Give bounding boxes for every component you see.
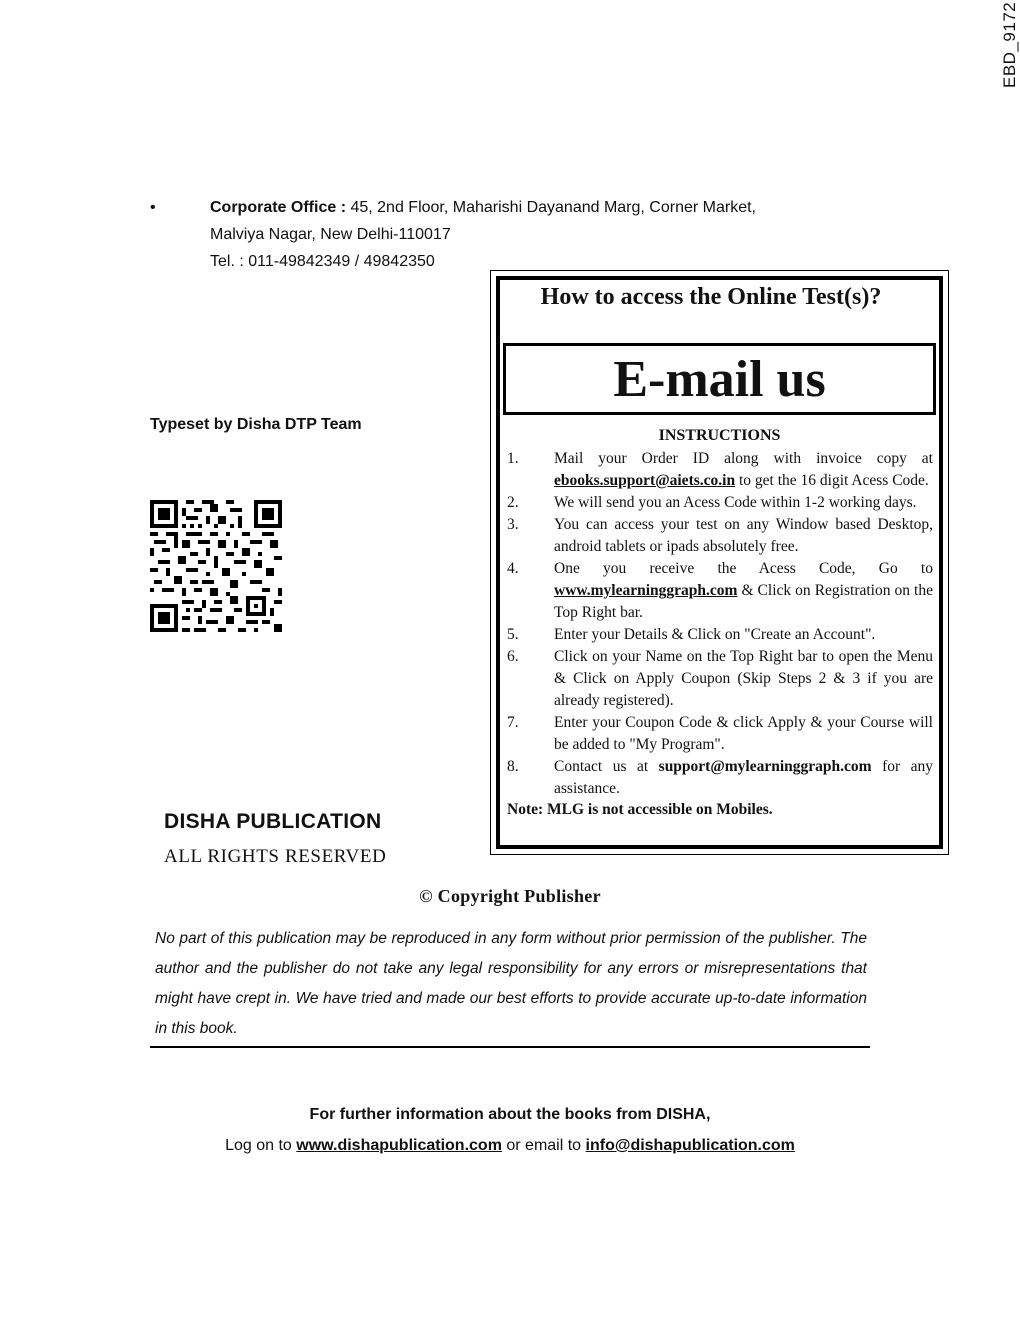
- address-text-1: 45, 2nd Floor, Maharishi Dayanand Marg, Corner Market,: [350, 199, 756, 216]
- info-email-link[interactable]: info@dishapublication.com: [585, 1137, 795, 1154]
- mobile-note: Note: MLG is not accessible on Mobiles.: [507, 801, 773, 818]
- publisher-name: DISHA PUBLICATION: [164, 810, 382, 833]
- instructions-list: [507, 448, 933, 800]
- instruction-step: [507, 624, 933, 646]
- disclaimer-paragraph: No part of this publication may be reproduced in any form without prior permission of the publisher. The author and the publisher do not take any legal responsibility for any errors or misrepresentations that might have crept in. We have tried and made our best efforts to provide accurate up-to-date information in this book.: [155, 930, 867, 1037]
- step-number: 2.: [507, 494, 519, 511]
- qr-code-image: [150, 500, 282, 632]
- step-number: 5.: [507, 626, 519, 643]
- step-text: to get the 16 digit Acess Code.: [735, 472, 929, 489]
- step-number: 7.: [507, 714, 519, 731]
- telephone: Tel. : 011-49842349 / 49842350: [210, 253, 435, 270]
- instructions-heading: INSTRUCTIONS: [658, 427, 781, 444]
- step-text: for any assistance.: [554, 758, 934, 797]
- step-text: & Click on Registration on the Top Right bar.: [554, 582, 933, 621]
- step-text: You can access your test on any Window based Desktop, android tablets or ipads absolutely free.: [554, 516, 933, 555]
- rights-reserved: ALL RIGHTS RESERVED: [164, 846, 387, 867]
- instruction-step: [507, 448, 933, 492]
- logon-prefix: Log on to: [225, 1137, 297, 1154]
- instruction-step: [507, 756, 933, 800]
- instruction-step: [507, 514, 933, 558]
- further-info: For further information about the books from DISHA,: [309, 1106, 711, 1123]
- divider-line: [150, 1046, 870, 1048]
- address-line-1: [210, 194, 850, 221]
- logon-line: [150, 1137, 870, 1155]
- corporate-office-label: Corporate Office :: [210, 199, 347, 216]
- instruction-step: [507, 492, 933, 514]
- instruction-step: [507, 558, 933, 624]
- copyright-line: © Copyright Publisher: [419, 886, 601, 906]
- step-text: One you receive the Acess Code, Go to: [554, 560, 933, 577]
- step-text: Click on your Name on the Top Right bar to open the Menu & Click on Apply Coupon (Skip Steps 2 & 3 if you are already registered).: [554, 648, 933, 709]
- address-line-2: Malviya Nagar, New Delhi-110017: [210, 226, 451, 243]
- step-number: 8.: [507, 758, 519, 775]
- step-number: 6.: [507, 648, 519, 665]
- step-text: Enter your Coupon Code & click Apply & your Course will be added to "My Program".: [554, 714, 933, 753]
- step-number: 4.: [507, 560, 519, 577]
- support-contact-email: support@mylearninggraph.com: [658, 758, 872, 775]
- website-link[interactable]: www.dishapublication.com: [296, 1137, 502, 1154]
- step-text: We will send you an Acess Code within 1-2 working days.: [554, 494, 917, 511]
- email-us-heading: E-mail us: [503, 343, 936, 415]
- mylearninggraph-link[interactable]: www.mylearninggraph.com: [554, 582, 738, 599]
- typeset-credit: Typeset by Disha DTP Team: [150, 416, 362, 433]
- instruction-step: [507, 712, 933, 756]
- support-email-link[interactable]: ebooks.support@aiets.co.in: [554, 472, 736, 489]
- instruction-step: [507, 646, 933, 712]
- step-number: 3.: [507, 516, 519, 533]
- document-code: EBD_9172: [1000, 1, 1019, 88]
- step-text: Enter your Details & Click on "Create an Account".: [554, 626, 876, 643]
- step-text: Contact us at: [554, 758, 659, 775]
- step-text: Mail your Order ID along with invoice copy at: [554, 450, 933, 467]
- step-number: 1.: [507, 450, 519, 467]
- bullet: •: [150, 199, 156, 216]
- online-test-title: How to access the Online Test(s)?: [540, 284, 882, 310]
- logon-middle: or email to: [501, 1137, 586, 1154]
